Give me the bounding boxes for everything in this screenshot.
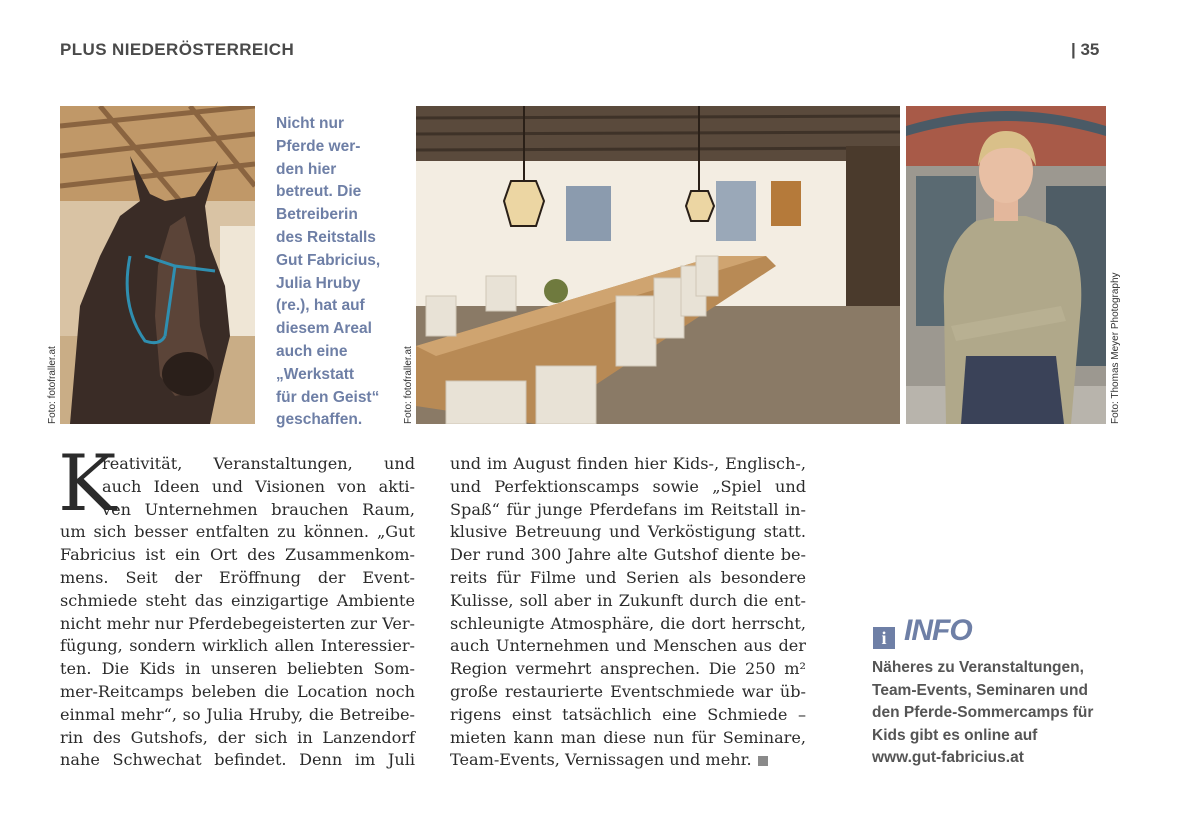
article-line: klusive Betreuung und Verköstigung statt. xyxy=(450,522,806,542)
event-room-photo xyxy=(416,106,900,424)
portrait-photo xyxy=(906,106,1106,424)
article-line: mieten kann man diese nun für Seminare, xyxy=(450,727,806,747)
article-line: reativität, Veranstaltungen, und xyxy=(102,454,415,473)
article-line: um sich besser entfalten zu können. „Gut xyxy=(60,522,415,542)
article-line: auch Unternehmen und Menschen aus der xyxy=(450,636,806,656)
article-line: Kulisse, soll aber in Zukunft durch die ent- xyxy=(450,590,806,610)
article-line: große restaurierte Eventschmiede war üb- xyxy=(450,681,806,701)
dropcap: K xyxy=(58,439,117,529)
info-line: Kids gibt es online auf xyxy=(872,726,1038,744)
article-line: nicht mehr nur Pferdebegeisterten zur Ver- xyxy=(60,613,415,633)
caption-line: für den Geist“ xyxy=(276,388,380,406)
article-col1-top xyxy=(102,453,415,521)
caption-line: Betreiberin xyxy=(276,206,358,224)
caption-line: Nicht nur xyxy=(276,115,345,132)
info-line: Näheres zu Veranstaltungen, xyxy=(872,659,1084,676)
caption-line: des Reitstalls xyxy=(276,228,376,246)
article-line: und Perfektionscamps sowie „Spiel und xyxy=(450,476,806,496)
caption-line: geschaffen. xyxy=(276,411,363,429)
section-header: PLUS NIEDERÖSTERREICH xyxy=(60,40,295,59)
caption-line: (re.), hat auf xyxy=(276,297,365,315)
article-last-line xyxy=(450,749,806,772)
caption-line: den hier xyxy=(276,160,337,178)
article-line: rin des Gutshofs, der sich in Lanzendorf xyxy=(60,727,415,747)
portrait-photo-credit: Foto: Thomas Meyer Photography xyxy=(1110,272,1121,424)
article-line: Spaß“ für junge Pferdefans im Reitstall in- xyxy=(450,499,806,519)
info-line: Team-Events, Seminaren und xyxy=(872,681,1088,699)
info-text xyxy=(872,657,1093,770)
article-line: ven Unternehmen brauchen Raum, xyxy=(102,499,415,519)
page-number: | 35 xyxy=(1071,40,1100,59)
caption-line: „Werkstatt xyxy=(276,365,355,383)
room-photo-credit: Foto: fotofraller.at xyxy=(403,346,414,424)
article-line: Fabricius ist ein Ort des Zusammenkom- xyxy=(60,545,415,565)
caption-line: Gut Fabricius, xyxy=(276,251,381,269)
caption-line: betreut. Die xyxy=(276,183,362,201)
article-line: rigens einst tatsächlich eine Schmiede – xyxy=(450,704,806,724)
article-line: und im August finden hier Kids-, Englisch-, xyxy=(450,454,806,473)
article-line: schmiede steht das einzigartige Ambiente xyxy=(60,590,415,610)
article-line: reits für Filme und Serien als besondere xyxy=(450,567,806,587)
info-title: INFO xyxy=(904,614,972,647)
caption-line: Julia Hruby xyxy=(276,274,361,292)
article-line: mer-Reitcamps beleben die Location noch xyxy=(60,681,415,701)
article-line: Der rund 300 Jahre alte Gutshof diente be- xyxy=(450,545,806,565)
article-line: Team-Events, Vernissagen und mehr. xyxy=(450,750,752,770)
end-mark xyxy=(758,756,768,766)
horse-photo xyxy=(60,106,255,424)
article-line: schleunigte Atmosphäre, die dort herrscht, xyxy=(450,613,806,633)
horse-photo-credit: Foto: fotofraller.at xyxy=(47,346,58,424)
info-line: den Pferde-Sommercamps für xyxy=(872,704,1094,721)
article-line: auch Ideen und Visionen von akti- xyxy=(102,476,415,496)
photo-caption xyxy=(276,113,408,432)
article-line: nahe Schwechat befindet. Denn im Juli xyxy=(60,750,415,770)
article-line: einmal mehr“, so Julia Hruby, die Betreibe- xyxy=(60,704,415,724)
caption-line: auch eine xyxy=(276,342,348,360)
article-col2 xyxy=(450,453,806,772)
article-line: ten. Die Kids in unseren beliebten Som- xyxy=(60,659,415,679)
info-icon: i xyxy=(873,627,895,649)
article-line: Region vermehrt ansprechen. Die 250 m² xyxy=(450,659,806,679)
info-link[interactable]: www.gut-fabricius.at xyxy=(872,749,1024,766)
article-col1 xyxy=(60,521,415,772)
caption-line: Pferde wer- xyxy=(276,137,361,155)
caption-line: diesem Areal xyxy=(276,320,372,338)
article-line: mens. Seit der Eröffnung der Event- xyxy=(60,567,415,587)
article-line: fügung, sondern wirklich allen Interessier- xyxy=(60,636,415,656)
